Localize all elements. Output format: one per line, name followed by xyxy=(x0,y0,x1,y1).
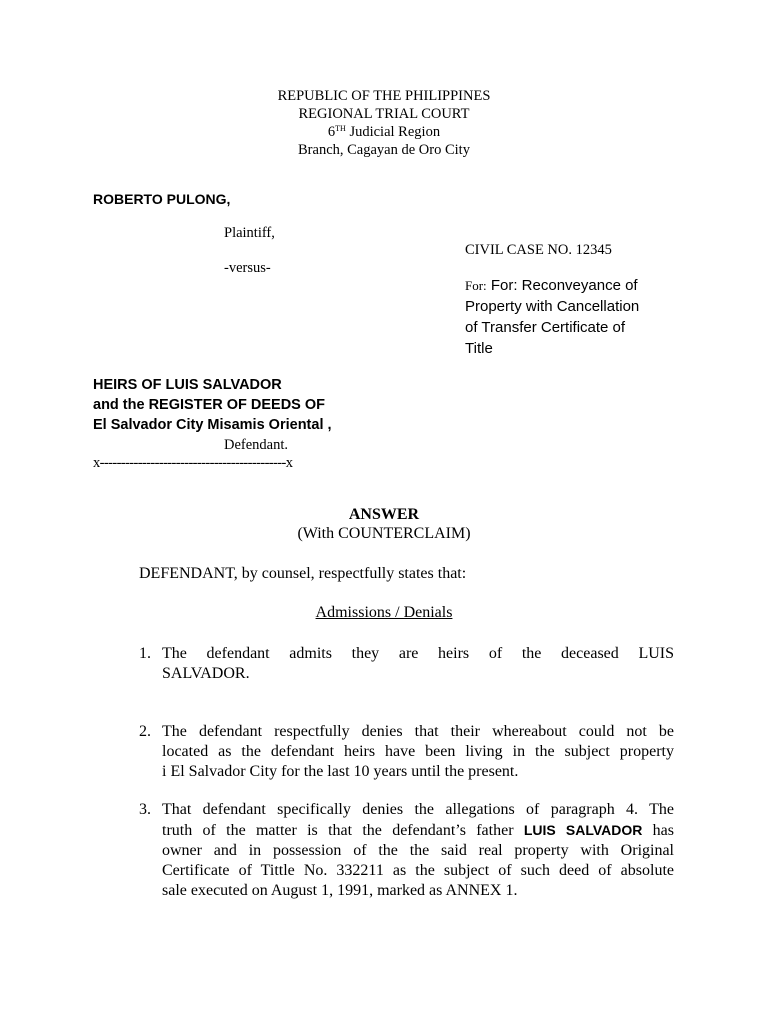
paragraph-3-line2 xyxy=(162,820,674,841)
case-nature-text1: For: Reconveyance of xyxy=(490,277,638,294)
paragraph-1-line2: SALVADOR. xyxy=(162,665,250,682)
court-branch: Branch, Cagayan de Oro City xyxy=(298,142,470,158)
paragraph-3-line1: That defendant specifically denies the allegations of paragraph 4. The xyxy=(162,801,674,818)
defendant-line3: El Salvador City Misamis Oriental , xyxy=(93,417,332,433)
plaintiff-name: ROBERTO PULONG, xyxy=(93,191,231,207)
paragraph-3 xyxy=(162,800,674,901)
defendant-line2: and the REGISTER OF DEEDS OF xyxy=(93,397,326,413)
caption-separator: x--------------------------------------------x xyxy=(93,455,293,471)
paragraph-1 xyxy=(162,644,674,684)
intro-statement: DEFENDANT, by counsel, respectfully states that: xyxy=(139,565,467,582)
answer-title: ANSWER xyxy=(348,506,420,523)
paragraph-2-line1: The defendant respectfully denies that their whereabout could not be xyxy=(162,723,674,740)
case-number: CIVIL CASE NO. 12345 xyxy=(465,242,612,258)
region-number: 6 xyxy=(327,124,336,140)
case-nature-line3: of Transfer Certificate of xyxy=(465,319,626,336)
court-header xyxy=(0,87,768,159)
case-nature-line4: Title xyxy=(465,340,493,357)
paragraph-2-line3: i El Salvador City for the last 10 years until the present. xyxy=(162,763,519,780)
court-republic: REPUBLIC OF THE PHILIPPINES xyxy=(277,88,491,104)
case-nature xyxy=(465,275,695,359)
paragraph-3-line2-a: truth of the matter is that the defendant’s father xyxy=(162,822,524,839)
versus-label: -versus- xyxy=(224,260,271,276)
defendant-line1: HEIRS OF LUIS SALVADOR xyxy=(93,377,282,393)
defendant-role: Defendant. xyxy=(224,437,289,453)
paragraph-number-1: 1. xyxy=(139,645,151,662)
answer-subtitle: (With COUNTERCLAIM) xyxy=(297,525,471,542)
region-ordinal: TH xyxy=(335,124,346,133)
case-nature-line1 xyxy=(465,275,695,296)
case-nature-lead: For: xyxy=(465,278,487,293)
paragraph-3-line3: owner and in possession of the the said real property with Original xyxy=(162,842,674,859)
case-nature-line2: Property with Cancellation xyxy=(465,298,640,315)
region-text: Judicial Region xyxy=(345,124,441,140)
plaintiff-role: Plaintiff, xyxy=(224,225,275,241)
paragraph-number-2: 2. xyxy=(139,723,151,740)
luis-salvador-bold: LUIS SALVADOR xyxy=(523,822,643,838)
paragraph-2-line2: located as the defendant heirs have been living in the subject property xyxy=(162,743,674,760)
paragraph-3-line4: Certificate of Tittle No. 332211 as the subject of such deed of absolute xyxy=(162,862,674,879)
section-heading: Admissions / Denials xyxy=(315,604,453,621)
paragraph-number-3: 3. xyxy=(139,801,151,818)
court-name: REGIONAL TRIAL COURT xyxy=(298,106,470,122)
paragraph-1-line1: The defendant admits they are heirs of the deceased LUIS xyxy=(162,645,674,662)
court-region xyxy=(0,123,768,141)
defendant-name xyxy=(93,375,393,435)
paragraph-2 xyxy=(162,722,674,782)
paragraph-3-line5: sale executed on August 1, 1991, marked as ANNEX 1. xyxy=(162,882,518,899)
paragraph-3-line2-c: has xyxy=(642,822,675,839)
